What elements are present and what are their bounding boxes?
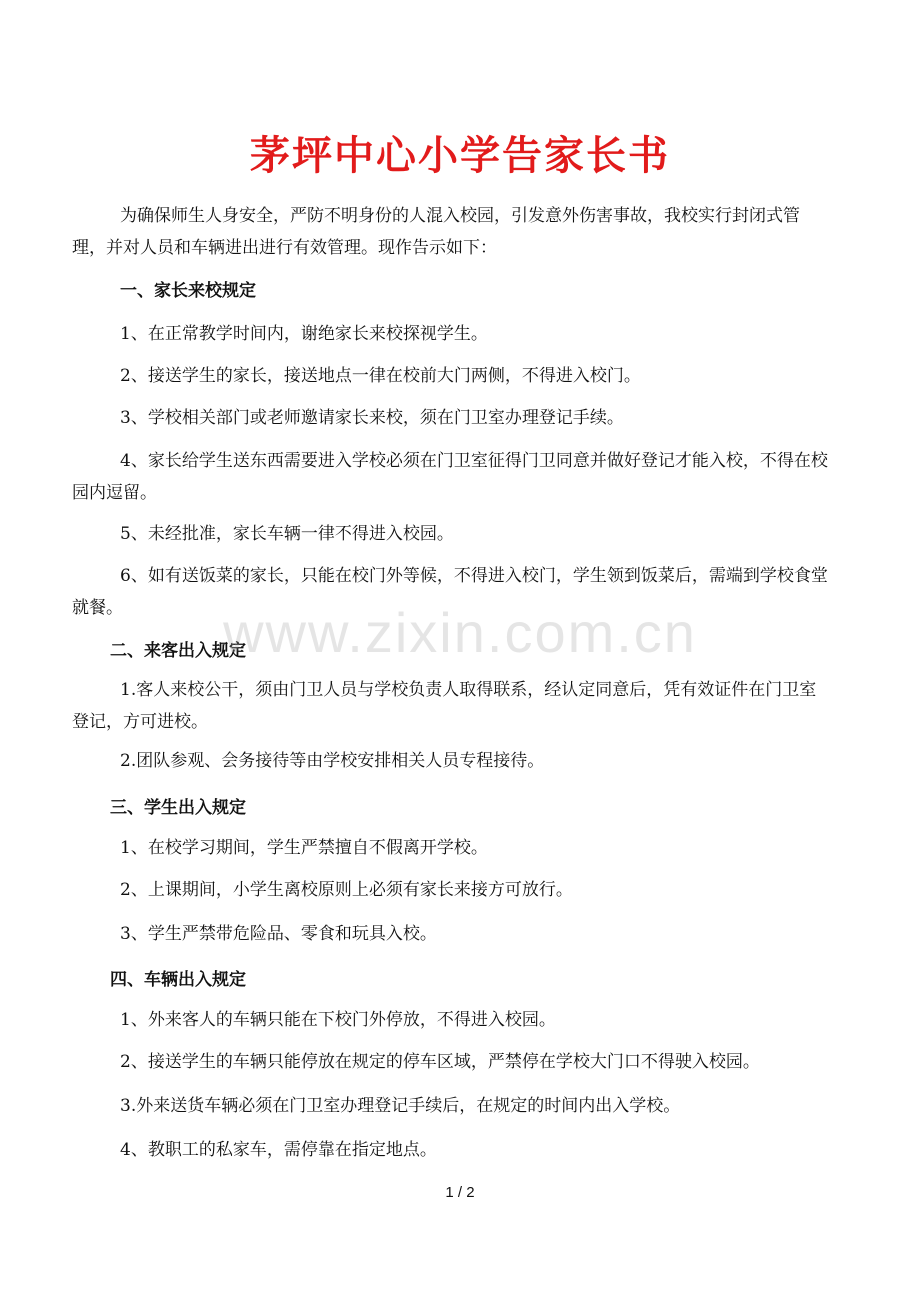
list-item: 1.客人来校公干，须由门卫人员与学校负责人取得联系，经认定同意后，凭有效证件在门卫室登记，方可进校。 <box>72 680 817 732</box>
list-item: 2、上课期间，小学生离校原则上必须有家长来接方可放行。 <box>120 880 573 900</box>
list-item: 4、家长给学生送东西需要进入学校必须在门卫室征得门卫同意并做好登记才能入校，不得在校园内逗留。 <box>72 451 828 503</box>
page-number: 1 / 2 <box>445 1184 475 1201</box>
page-title: 茅坪中心小学告家长书 <box>250 133 670 179</box>
list-item: 6、如有送饭菜的家长，只能在校门外等候，不得进入校门，学生领到饭菜后，需端到学校食堂就餐。 <box>72 566 828 618</box>
list-item: 1、在校学习期间，学生严禁擅自不假离开学校。 <box>120 838 488 858</box>
watermark: www.zixin.com.cn <box>223 601 697 664</box>
section-heading-vehicles: 四、车辆出入规定 <box>110 970 246 990</box>
list-item: 2、接送学生的家长，接送地点一律在校前大门两侧，不得进入校门。 <box>120 366 641 386</box>
section-heading-visitors: 二、来客出入规定 <box>110 641 246 661</box>
intro-paragraph: 为确保师生人身安全，严防不明身份的人混入校园，引发意外伤害事故，我校实行封闭式管理，并对人员和车辆进出进行有效管理。现作告示如下： <box>72 206 800 258</box>
list-item: 2.团队参观、会务接待等由学校安排相关人员专程接待。 <box>120 751 545 771</box>
section-heading-students: 三、学生出入规定 <box>110 798 246 818</box>
list-item: 4、教职工的私家车，需停靠在指定地点。 <box>120 1140 437 1160</box>
list-item: 1、外来客人的车辆只能在下校门外停放，不得进入校园。 <box>120 1010 556 1030</box>
list-item: 5、未经批准，家长车辆一律不得进入校园。 <box>120 524 454 544</box>
list-item: 1、在正常教学时间内，谢绝家长来校探视学生。 <box>120 324 488 344</box>
list-item: 2、接送学生的车辆只能停放在规定的停车区域，严禁停在学校大门口不得驶入校园。 <box>120 1052 760 1072</box>
list-item: 3、学生严禁带危险品、零食和玩具入校。 <box>120 924 437 944</box>
list-item: 3.外来送货车辆必须在门卫室办理登记手续后，在规定的时间内出入学校。 <box>120 1096 681 1116</box>
section-heading-parents: 一、家长来校规定 <box>120 281 256 301</box>
list-item: 3、学校相关部门或老师邀请家长来校，须在门卫室办理登记手续。 <box>120 408 624 428</box>
